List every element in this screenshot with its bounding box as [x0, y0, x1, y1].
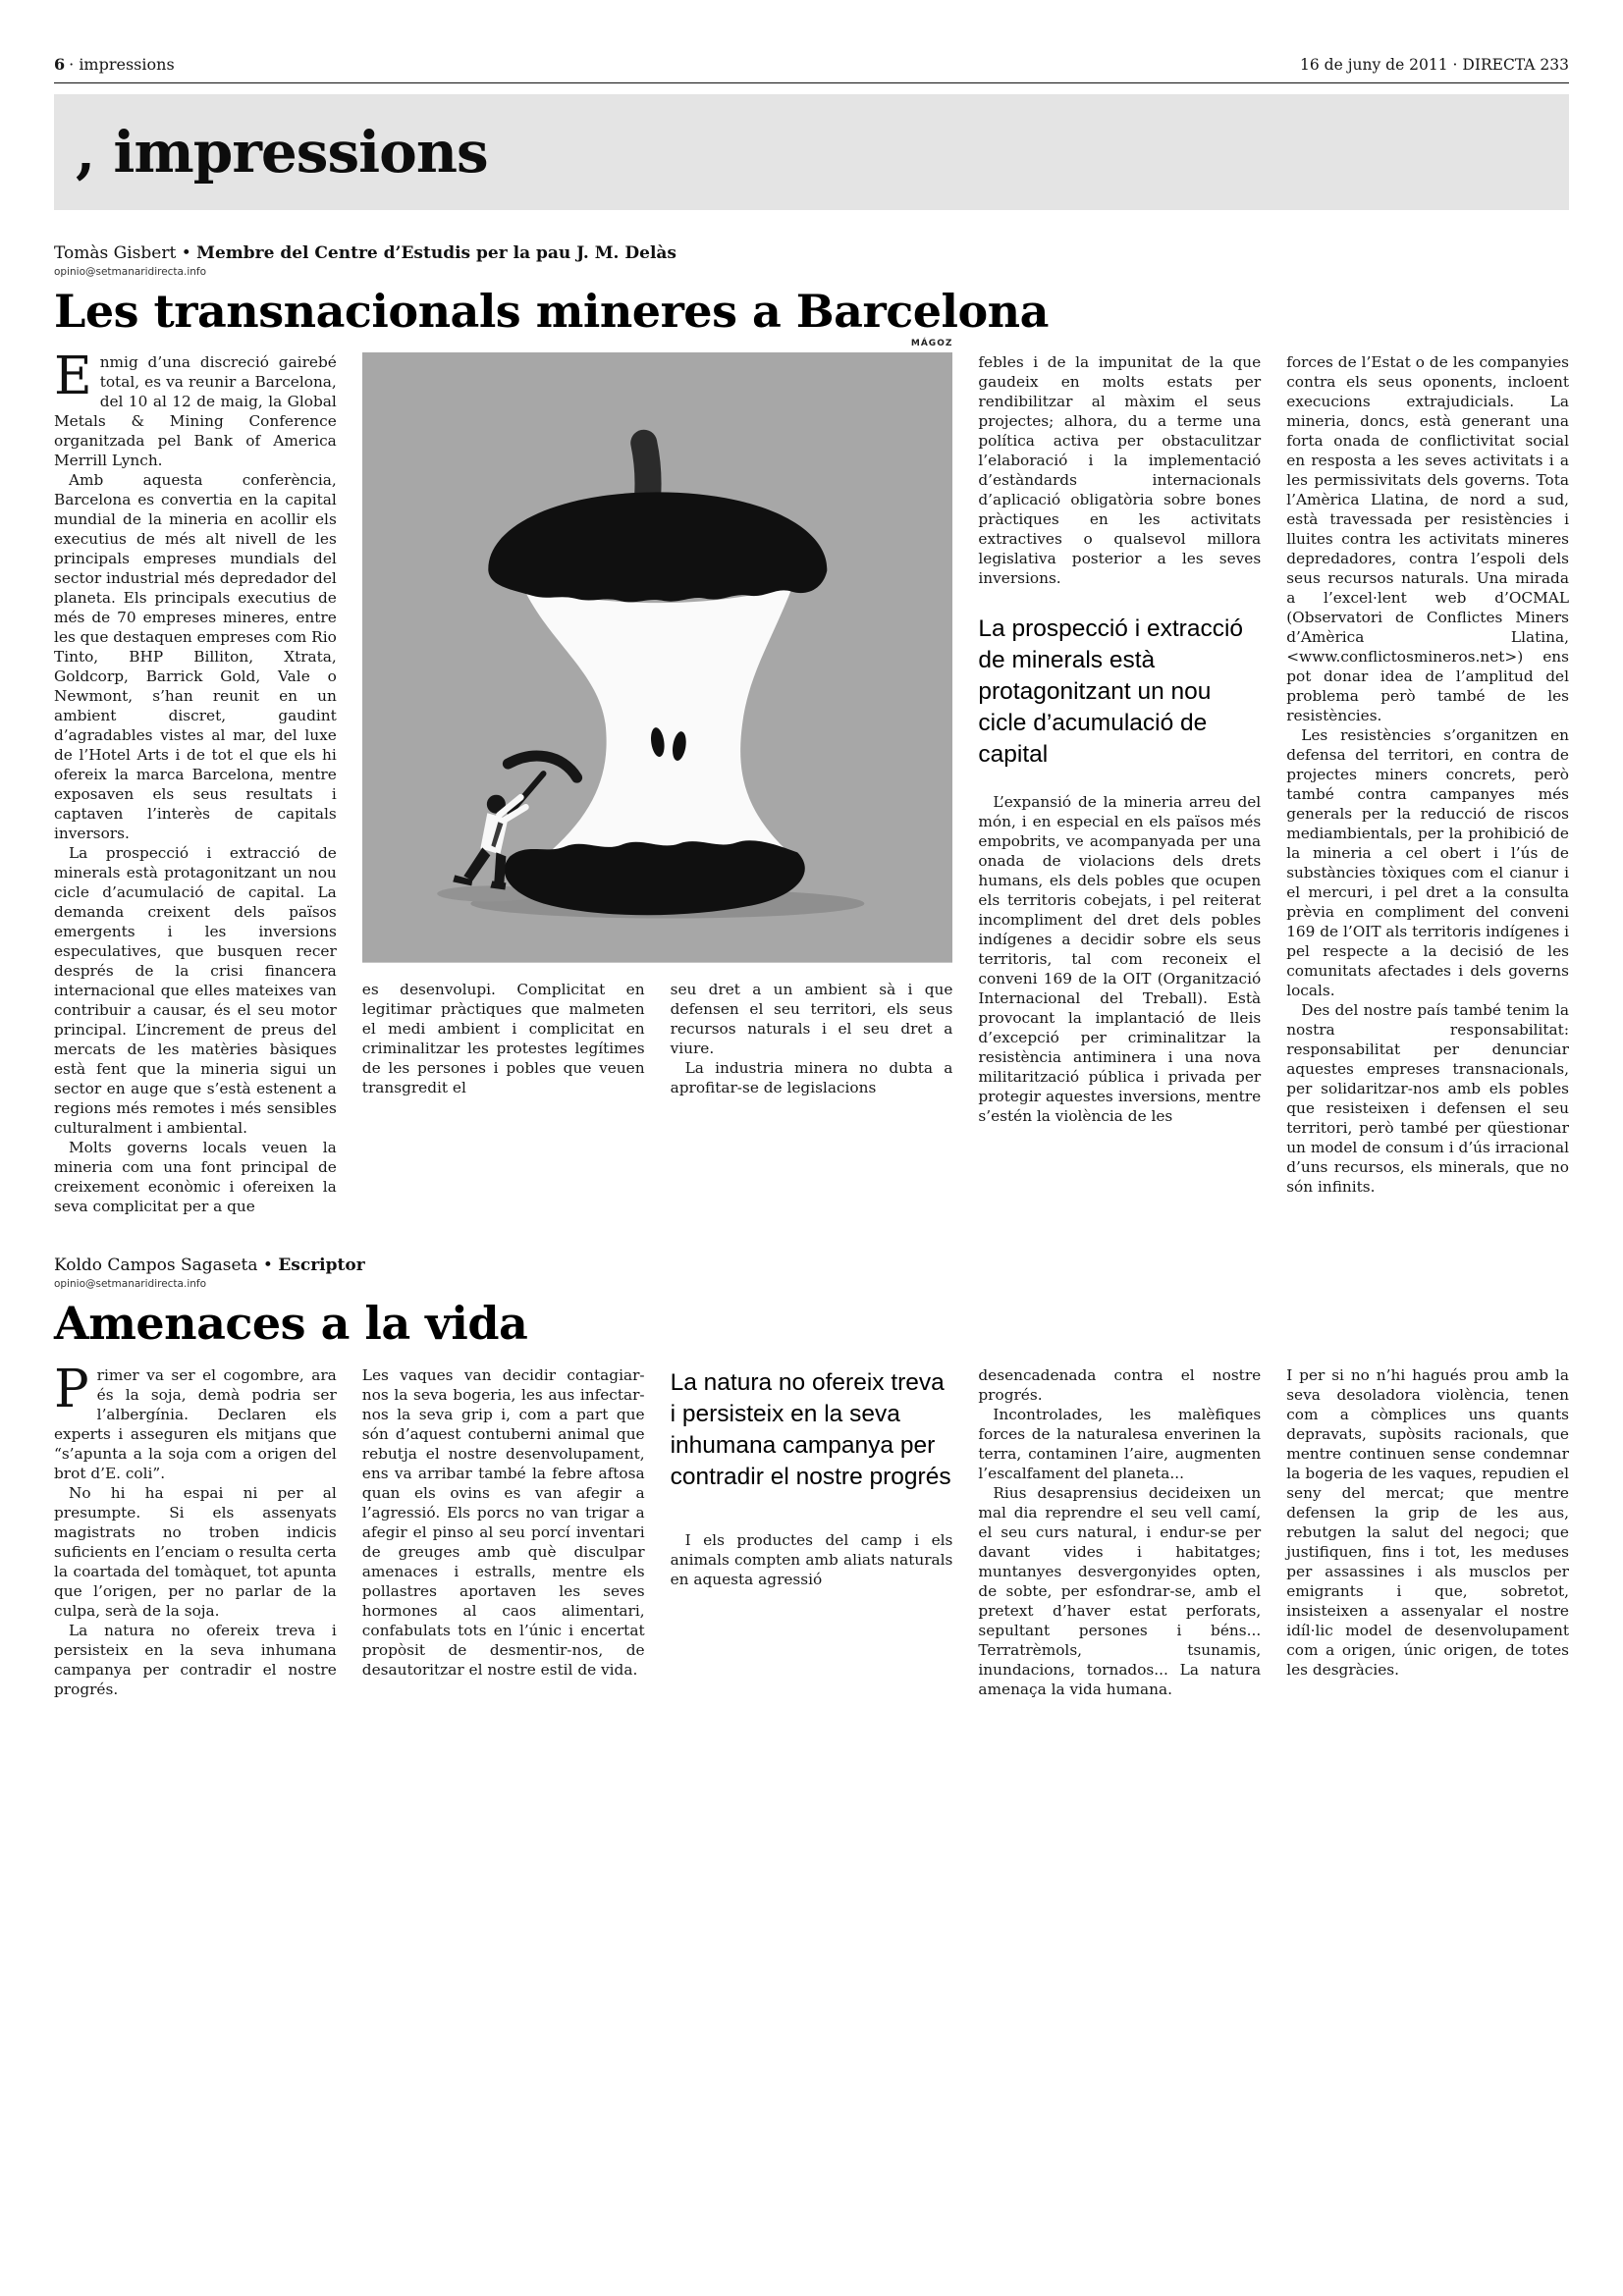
page-number: 6: [54, 55, 66, 74]
article2-headline: Amenaces a la vida: [54, 1297, 528, 1351]
author-role: Escriptor: [278, 1255, 365, 1276]
paragraph: es desenvolupi. Complicitat en legitimar pràctiques que malmeten el medi ambient i complicitat en criminalitzar les protestes legítimes de les persones i pobles que veuen transgredit el: [361, 980, 645, 1096]
article-amenaces: [54, 1255, 1569, 1698]
paragraph: Incontrolades, les malèfiques forces de la naturalesa enverinen la terra, contaminen l’aire, augmenten l’escalfament del planeta...: [978, 1405, 1262, 1482]
masthead-left: [54, 55, 179, 74]
author-role: Membre del Centre d’Estudis per la pau J. M. Delàs: [196, 243, 676, 263]
paragraph: forces de l’Estat o de les companyies contra els seus oponents, incloent execucions extrajudicials. La mineria, doncs, està generant una forta onada de conflictivitat social en resposta a les seves activitats i a les permissivitats dels governs. Tota l’Amèrica Llatina, de nord a sud, està travessada per resistències i lluites contra les activitats mineres depredadores, contra l’espoli dels seus recursos naturals. Una mirada a l’excel·lent web d’OCMAL (Observatori de Conflictes Miners d’Amèrica Llatina, <www.conflictosmineros.net>) ens pot donar idea de l’amplitud del problema però també de les resistències.: [1286, 353, 1569, 725]
paragraph: Des del nostre país també tenim la nostra responsabilitat: responsabilitat per denunciar aquestes empreses transnacionals, per solidaritzar-nos amb els pobles que resisteixen i defensen el seu territori, però també per qüestionar un model de consum i d’ús irracional d’uns recursos, els minerals, que no són infinits.: [1286, 1001, 1569, 1197]
author-email: opinio@setmanaridirecta.info: [54, 1278, 207, 1291]
masthead-date-issue: 16 de juny de 2011 · DIRECTA 233: [1300, 56, 1569, 74]
paragraph: desencadenada contra el nostre progrés.: [978, 1365, 1262, 1404]
paragraph: Amb aquesta conferència, Barcelona es convertia en la capital mundial de la mineria en acollir els executius de més alt nivell de les principals empreses mundials del sector industrial més depredador del planeta. Els principals executius de més de 70 empreses mineres, entre les que destaquen empreses com Rio Tinto, BHP Billiton, Xtrata, Goldcorp, Barrick Gold, Vale o Newmont, s’han reunit en un ambient discret, gaudint d’agradables vistes al mar, del luxe de l’Hotel Arts i de tot el que els hi ofereix la marca Barcelona, mentre exposaven els seus resultats i captaven l’interès de capitals inversors.: [54, 471, 337, 843]
article1-col2: [362, 980, 645, 1097]
paragraph: Enmig d’una discreció gairebé total, es va reunir a Barcelona, del 10 al 12 de maig, la Global Metals & Mining Conference organitzada pel Bank of America Merrill Lynch.: [54, 347, 337, 470]
apple-core-illustration: [362, 352, 953, 963]
article2-col2: [362, 1365, 645, 1699]
article2-col4: [978, 1365, 1261, 1699]
paragraph: La prospecció i extracció de minerals està protagonitzant un nou cicle d’acumulació de capital. La demanda creixent dels països emergents i les inversions especulatives, que busquen recer després de la crisi financera internacional que elles mateixes van contribuir a causar, és el seu motor principal. L’increment de preus del mercats de les matèries bàsiques està fent que la mineria sigui un sector en auge que s’està estenent a regions més remotes i més sensibles culturalment i ambiental.: [54, 844, 337, 1138]
article1-col5: [1286, 352, 1569, 1216]
paragraph: febles i de la impunitat de la que gaudeix en molts estats per rendibilitzar al màxim el seus projectes; alhora, du a terme una política activa per obstaculitzar l’elaboració i la implementació d’estàndards internacionals d’aplicació obligatòria sobre bones pràctiques en les activitats extractives o qualsevol millora legislativa posterior a les seves inversions.: [978, 353, 1262, 588]
article1-col4: [978, 352, 1261, 1216]
article-transnacionals: [54, 243, 1569, 1216]
paragraph: Les vaques van decidir contagiar-nos la seva bogeria, les aus infectar-nos la seva grip i, com a part que són d’aquest contuberni animal que rebutja el nostre desenvolupament, ens va arribar també la febre aftosa quan els ovins es van afegir a l’agressió. Els porcs no van trigar a afegir el pinso al seu porcí inventari de greuges amb què disculpar amenaces i estralls, mentre els pollastres aportaven les seves hormones al caos alimentari, confabulats tots en l’únic i encertat propòsit de desmentir-nos, de desautoritzar el nostre estil de vida.: [361, 1365, 645, 1679]
paragraph: I per si no n’hi hagués prou amb la seva desoladora violència, tenen com a còmplices uns quants depravats, supòsits racionals, que mentre continuen sense condemnar la bogeria de les vaques, repudien el seny del mercat; que mentre defensen la grip de les aus, rebutgen la salut del negoci; que justifiquen, fins i tot, les meduses per assassines i als musclos per emigrants i que, sobretot, insisteixen a assenyalar el nostre idíl·lic model de desenvolupament com a origen, únic origen, de totes les desgràcies.: [1286, 1365, 1569, 1679]
byline-bullet: •: [262, 1255, 273, 1276]
article1-byline: [54, 243, 1569, 263]
author-email: opinio@setmanaridirecta.info: [54, 266, 207, 278]
paragraph: La industria minera no dubta a aprofitar-se de legislacions: [670, 1058, 953, 1096]
byline-bullet: •: [181, 243, 191, 263]
illustration-credit: MÁGOZ: [910, 339, 953, 349]
pull-quote: La prospecció i extracció de minerals està protagonitzant un nou cicle d’acumulació de capital: [978, 615, 1244, 769]
section-label: · impressions: [69, 55, 175, 74]
paragraph: I els productes del camp i els animals compten amb aliats naturals en aquesta agressió: [670, 1530, 953, 1588]
article2-byline-block: [54, 1255, 1569, 1290]
article1-col3: [671, 980, 953, 1097]
article1-col1: [54, 347, 337, 1216]
illustration-container: [362, 339, 953, 963]
author-name: Tomàs Gisbert: [54, 243, 177, 263]
article1-under-image: [362, 980, 953, 1097]
paragraph: Primer va ser el cogombre, ara és la soja, demà podria ser l’albergínia. Declaren els experts i asseguren els mitjans que “s’apunta a la soja com a origen del brot d’E. coli”.: [54, 1359, 337, 1482]
article2-byline: [54, 1255, 1569, 1275]
paragraph: La natura no ofereix treva i persisteix en la seva inhumana campanya per contradir el nostre progrés.: [54, 1621, 337, 1698]
paragraph: L’expansió de la mineria arreu del món, i en especial en els països més empobrits, ve acompanyada per una onada de violacions dels drets humans, els dels pobles que ocupen els territoris cobejats, i pel reiterat incompliment del dret dels pobles indígenes a decidir sobre els seus territoris, tal com reconeix el conveni 169 de la OIT (Organització Internacional del Treball). Està provocant la implantació de lleis d’excepció per criminalitzar la resistència antiminera i una nova militarització pública i privada per protegir aquestes inversions, mentre s’estén la violència de les: [978, 793, 1262, 1126]
article2-col3: [671, 1365, 953, 1699]
miner-leg: [494, 853, 506, 883]
paragraph: Les resistències s’organitzen en defensa del territori, en contra de projectes miners concrets, però també contra campanyes més generals per la reducció de riscos mediambientals, per la prohibició de la mineria a cel obert i l’ús de substàncies tòxiques com el cianur i el mercuri, i pel dret a la consulta prèvia en compliment del conveni 169 de l’OIT als territoris indígenes i pel respecte a la decisió de les comunitats afectades i dels governs locals.: [1286, 726, 1569, 1000]
article2-body: [54, 1359, 1569, 1699]
dropcap: E: [54, 347, 92, 407]
section-banner-title: , impressions: [76, 119, 488, 186]
paragraph: Rius desaprensius decideixen un mal dia reprendre el seu vell camí, el seu curs natural, i endur-se per davant vides i habitatges; muntanyes desvergonyides opten, de sobte, per esfondrar-se, amb el pretext d’haver estat perforats, sepultant persones i béns... Terratrèmols, tsunamis, inundacions, tornados... La natura amenaça la vida humana.: [978, 1483, 1262, 1698]
article2-col1: [54, 1359, 337, 1699]
pull-quote: La natura no ofereix treva i persisteix en la seva inhumana campanya per contradir el nostre progrés: [670, 1368, 951, 1490]
section-banner: [54, 94, 1569, 210]
author-name: Koldo Campos Sagaseta: [54, 1255, 258, 1276]
article1-headline: Les transnacionals mineres a Barcelona: [54, 285, 1049, 338]
article1-body: [54, 339, 1569, 1216]
masthead: [54, 55, 1569, 83]
paragraph: Molts governs locals veuen la mineria com una font principal de creixement econòmic i ofereixen la seva complicitat per a que: [54, 1139, 337, 1216]
article1-byline-block: [54, 243, 1569, 278]
paragraph: seu dret a un ambient sà i que defensen el seu territori, els seus recursos naturals i el seu dret a viure.: [670, 980, 953, 1057]
article2-col5: [1286, 1365, 1569, 1699]
article1-middle: [361, 339, 953, 1216]
paragraph: No hi ha espai ni per al presumpte. Si els assenyats magistrats no troben indicis suficients en l’enciam o resulta certa la coartada del tomàquet, tot apunta que l’origen, per no parlar de la culpa, serà de la soja.: [54, 1483, 337, 1620]
dropcap: P: [54, 1359, 89, 1419]
